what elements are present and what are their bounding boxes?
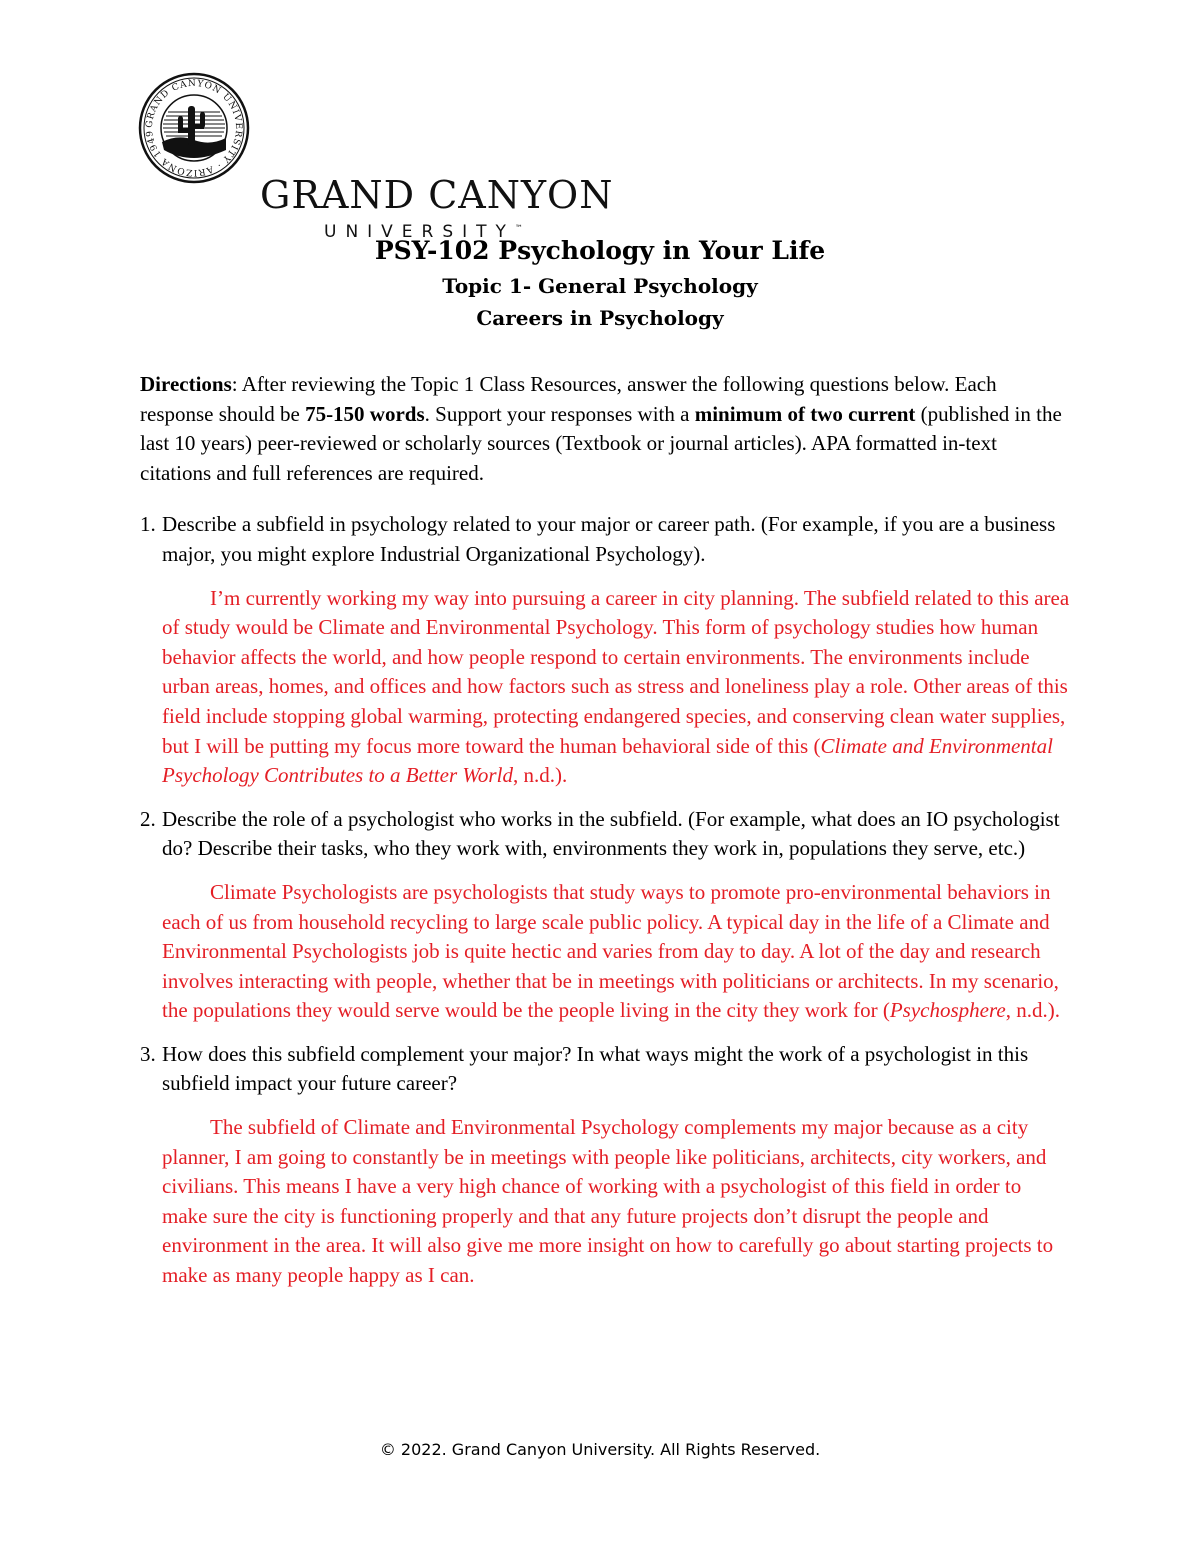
answer-text: The subfield of Climate and Environmental Psychology complements my major because as a city planner, I am going to constantly be in meetings with people like politicians, architects, city workers, and civilians. This means I have a very high chance of working with a psychologist of this field in order to make sure the city is functioning properly and that any future projects don’t disrupt the people and environment in the area. It will also give me more insight on how to carefully go about starting projects to make as many people happy as I can. bbox=[162, 1115, 1054, 1288]
answer-text: Climate Psychologists are psychologists that study ways to promote pro-environmental behaviors in each of us from household recycling to large scale public policy. A typical day in the life of a Climate and Environmental Psychologists job is quite hectic and varies from day to day. A lot of the day and research involves interacting with people, whether that be in meetings with politicians or architects. In my scenario, the populations they would serve would be the people living in the city they work for ( bbox=[162, 879, 1059, 1023]
answer-citation-end: , n.d.). bbox=[512, 763, 568, 788]
question-2 bbox=[140, 805, 1070, 864]
question-3 bbox=[140, 1040, 1070, 1099]
answer-3 bbox=[140, 1113, 1070, 1291]
directions-text-1: : After reviewing the Topic 1 Class Resources, answer the following questions below. Each response should be bbox=[140, 372, 997, 426]
document-body bbox=[140, 370, 1070, 1305]
question-number: 2. bbox=[140, 806, 156, 831]
wordmark-grand-canyon: GRAND CANYON bbox=[260, 173, 614, 217]
question-number: 1. bbox=[140, 512, 156, 537]
university-logo bbox=[138, 72, 618, 242]
trademark-symbol: ™ bbox=[514, 223, 523, 233]
answer-citation-title: Psychosphere bbox=[889, 998, 1006, 1023]
directions-text-3: (published in the last 10 years) peer-reviewed or scholarly sources (Textbook or journal articles). APA formatted in-text citations and full references are required. bbox=[140, 401, 1062, 485]
question-prompt: Describe the role of a psychologist who works in the subfield. (For example, what does an IO psychologist do? Describe their tasks, who they work with, environments they work in, populations they serve, etc.) bbox=[162, 806, 1060, 861]
seal-text: GRAND CANYON UNIVERSITY · ARIZONA 1949 bbox=[144, 78, 244, 178]
directions-text-2: . Support your responses with a bbox=[424, 401, 695, 426]
directions-minimum-sources: minimum of two current bbox=[694, 401, 916, 426]
answer-citation-end: , n.d.). bbox=[1005, 998, 1060, 1023]
wordmark-university-text: UNIVERSITY bbox=[324, 222, 515, 242]
question-prompt: Describe a subfield in psychology related to your major or career path. (For example, if you are a business major, you might explore Industrial Organizational Psychology). bbox=[162, 512, 1056, 566]
course-title: PSY-102 Psychology in Your Life bbox=[374, 236, 826, 265]
university-seal-icon bbox=[138, 72, 250, 184]
directions-word-count: 75-150 words bbox=[305, 401, 425, 426]
answer-1 bbox=[140, 584, 1070, 791]
directions-paragraph bbox=[140, 370, 1070, 488]
directions-label: Directions bbox=[140, 372, 232, 396]
question-prompt: How does this subfield complement your major? In what ways might the work of a psychologist in this subfield impact your future career? bbox=[162, 1041, 1029, 1096]
copyright-footer: © 2022. Grand Canyon University. All Rights Reserved. bbox=[379, 1440, 821, 1459]
answer-citation-title: Climate and Environmental Psychology Contributes to a Better World bbox=[162, 733, 1053, 788]
answer-text: I’m currently working my way into pursuing a career in city planning. The subfield related to this area of study would be Climate and Environmental Psychology. This form of psychology studies how human behavior affects the world, and how people respond to certain environments. The environments include urban areas, homes, and offices and how factors such as stress and loneliness play a role. Other areas of this field include stopping global warming, protecting endangered species, and conserving clean water supplies, but I will be putting my focus more toward the human behavioral side of this ( bbox=[162, 585, 1070, 758]
answer-2 bbox=[140, 878, 1070, 1026]
assignment-subtitle: Careers in Psychology bbox=[476, 306, 724, 330]
document-titles bbox=[0, 232, 1200, 334]
topic-title: Topic 1- General Psychology bbox=[442, 274, 758, 298]
question-number: 3. bbox=[140, 1041, 156, 1066]
question-1 bbox=[140, 510, 1070, 569]
